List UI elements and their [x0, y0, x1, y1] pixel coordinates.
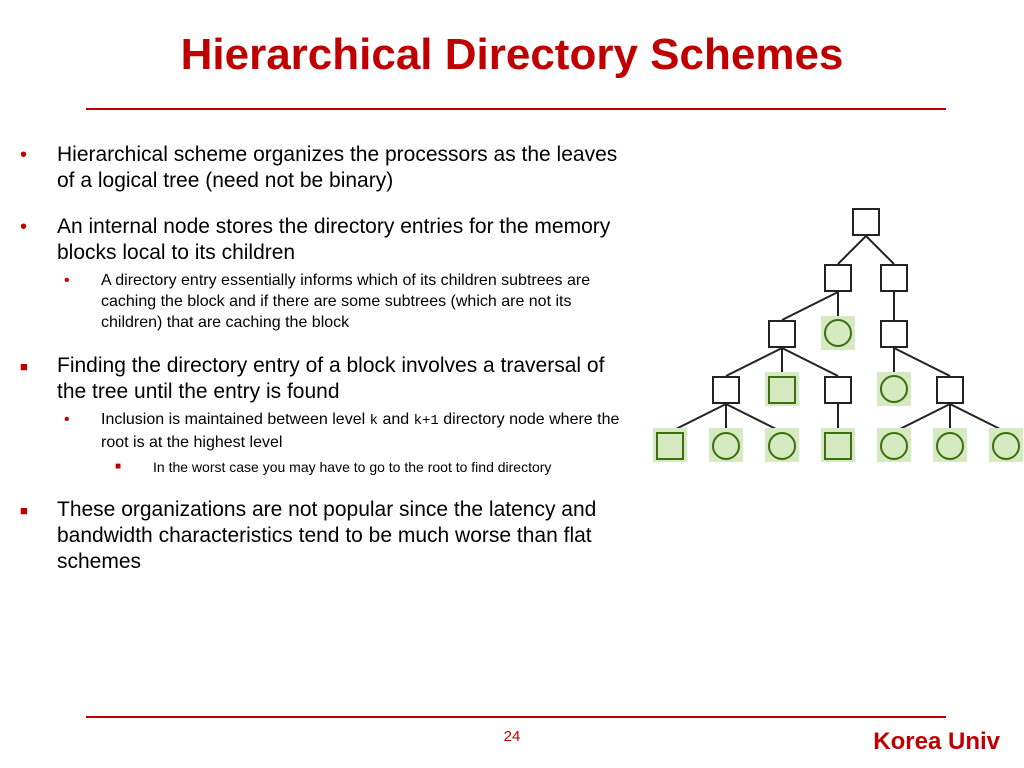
bullet-2-text: An internal node stores the directory entries for the memory blocks local to its children	[57, 215, 611, 264]
bullet-3	[20, 353, 632, 405]
slide-title: Hierarchical Directory Schemes	[180, 30, 844, 79]
leaf-circle	[825, 320, 851, 346]
bullet-4-text: These organizations are not popular since the latency and bandwidth characteristics tend to be much worse than flat schemes	[57, 498, 597, 573]
bullet-2	[20, 214, 632, 266]
bullet-dot-icon: •	[64, 272, 70, 289]
code-k: k	[369, 413, 379, 429]
leaf-circle	[769, 433, 795, 459]
title-underline	[86, 108, 946, 110]
bullet-square-icon: ■	[20, 359, 28, 374]
leaf-square	[657, 433, 683, 459]
bullet-square-icon: ■	[20, 503, 28, 518]
bullet-dot-icon: •	[20, 216, 28, 238]
bullet-1	[20, 142, 632, 194]
bullet-3-sub-1-sub-1	[20, 457, 632, 477]
leaf-circle	[881, 433, 907, 459]
bullet-3-text: Finding the directory entry of a block involves a traversal of the tree until the entry is found	[57, 354, 605, 403]
root-node	[853, 209, 879, 235]
directory-node	[769, 321, 795, 347]
bullet-3-sub-1-sub-1-text: In the worst case you may have to go to the root to find directory	[153, 459, 552, 475]
leaf-circle	[713, 433, 739, 459]
directory-node	[825, 265, 851, 291]
bullet-1-text: Hierarchical scheme organizes the processors as the leaves of a logical tree (need not be binary)	[57, 143, 618, 192]
directory-node	[881, 321, 907, 347]
leaf-circle	[881, 376, 907, 402]
page-number: 24	[503, 728, 521, 745]
bullet-3-sub-1	[20, 409, 632, 453]
bullet-list	[20, 142, 632, 595]
bullet-2-sub-1-text: A directory entry essentially informs which of its children subtrees are caching the block and if there are some subtrees (which are not its children) that are caching the block	[101, 272, 591, 331]
bullet-dot-icon: •	[20, 144, 28, 166]
bullet-dot-icon: •	[64, 411, 70, 428]
directory-node	[713, 377, 739, 403]
directory-node	[825, 377, 851, 403]
bullet-3-sub-1-text: Inclusion is maintained between level k and k+1 directory node where the root is at the highest level	[101, 411, 620, 451]
bullet-square-icon: ■	[115, 461, 122, 472]
brand-label: Korea Univ	[873, 728, 1000, 755]
code-k-plus-1: k+1	[413, 413, 439, 429]
leaf-square	[825, 433, 851, 459]
directory-node	[937, 377, 963, 403]
leaf-circle	[993, 433, 1019, 459]
bullet-4	[20, 497, 632, 575]
hierarchy-tree-diagram	[640, 195, 1024, 475]
leaf-circle	[937, 433, 963, 459]
bullet-2-sub-1	[20, 270, 632, 333]
footer-rule	[86, 716, 946, 718]
leaf-square	[769, 377, 795, 403]
directory-node	[881, 265, 907, 291]
